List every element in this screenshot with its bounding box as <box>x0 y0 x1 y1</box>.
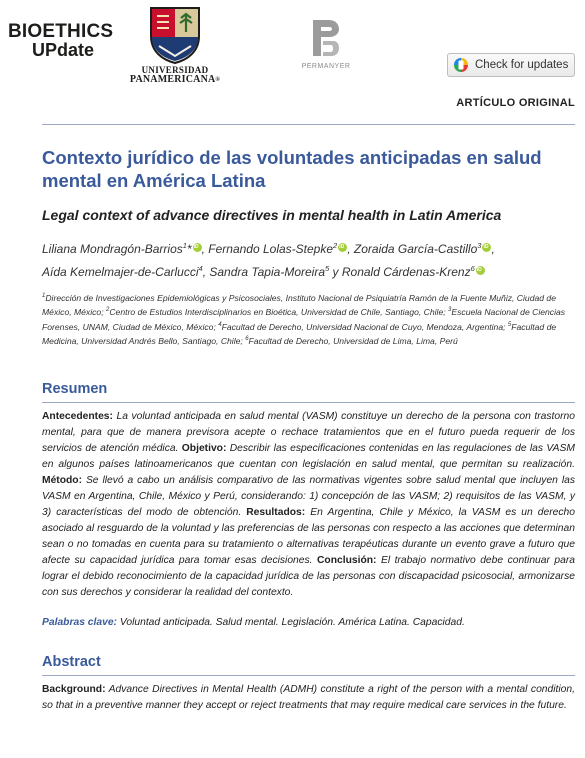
conclusion-label: Conclusión: <box>316 555 377 567</box>
author-affil-sup: 1 <box>182 241 187 250</box>
author-separator: , <box>347 242 351 256</box>
background-label: Background: <box>42 684 106 696</box>
shield-icon <box>149 6 201 64</box>
author-separator: , <box>202 265 207 279</box>
abstract-heading: Abstract <box>42 654 101 671</box>
article-body <box>42 146 575 714</box>
author-separator: , <box>491 242 495 256</box>
affiliation-sup: 2 <box>106 307 110 314</box>
affiliation-text: Dirección de Investigaciones Epidemiológicas y Psicosociales, Instituto Nacional de Psiquiatría Ramón de la Fuente Muñiz, Ciudad de México, México; <box>42 292 556 318</box>
universidad-panamericana-logo <box>128 6 222 85</box>
permanyer-logo <box>296 18 356 70</box>
resumen-divider <box>42 402 575 403</box>
author-conjunction: y <box>332 265 339 279</box>
author-separator: , <box>201 242 205 256</box>
check-for-updates-button[interactable] <box>447 53 575 77</box>
article-type-label: ARTÍCULO ORIGINAL <box>456 97 575 109</box>
universidad-line1: UNIVERSIDAD <box>141 65 209 75</box>
keywords-label: Palabras clave: <box>42 617 117 629</box>
permanyer-label: PERMANYER <box>301 63 351 70</box>
objetivo-text: Describir las especificaciones contenidas en las regulaciones de las VASM en algunos países latinoamericanos que cuentan con legislación en salud mental, que permitan su realización. <box>42 443 575 471</box>
abstract-paragraph <box>42 682 575 714</box>
bioethics-logo-line2: UPdate <box>32 40 95 60</box>
article-title: Contexto jurídico de las voluntades anticipadas en salud mental en América Latina <box>42 147 542 191</box>
resultados-text: En Argentina, Chile y México, la VASM es un derecho asociado al resguardo de la voluntad y las preferencias de las personas con respecto a las acciones que determinan sean o no tomadas en cuenta para su tratamiento o alternativas terapéuticas durante un evento grave a futuro que afecte su capacidad jurídica para tomar esas decisiones. <box>42 507 575 567</box>
resultados-label: Resultados: <box>246 507 306 519</box>
affiliation-text: Escuela Nacional de Ciencias Forenses, UNAM, Ciudad de México, México; <box>42 307 566 332</box>
affiliation-text: Facultad de Derecho, Universidad de Lima, Lima, Perú <box>248 335 458 346</box>
bioethics-logo-line1: BIOETHICS <box>8 21 114 42</box>
header-divider <box>42 124 575 125</box>
background-text: Advance Directives in Mental Health (ADMH) constitute a right of the person with a mental condition, so that in a preventive manner they accept or reject treatments that may require medical care services in the future. <box>42 684 575 712</box>
resumen-heading: Resumen <box>42 381 108 398</box>
author-affil-sup: 4 <box>198 264 203 273</box>
resumen-paragraph <box>42 409 575 601</box>
affiliation-sup: 6 <box>245 336 249 343</box>
affiliation-sup: 3 <box>448 307 452 314</box>
permanyer-mark-icon <box>311 18 341 58</box>
author-affil-sup: 2 <box>333 241 338 250</box>
author-affil-sup: 6 <box>470 264 475 273</box>
affiliation-sup: 4 <box>218 321 222 328</box>
affiliation-text: Facultad de Derecho, Universidad Nacional de Cuyo, Mendoza, Argentina; <box>221 321 508 332</box>
universidad-line2-text: PANAMERICANA <box>129 74 216 85</box>
affiliation-sup: 1 <box>42 293 46 299</box>
bioethics-update-logo <box>8 21 114 60</box>
check-for-updates-label: Check for updates <box>475 59 569 71</box>
conclusion-text: El trabajo normativo debe continuar para lograr el debido reconocimiento de la capacidad jurídica de las personas con discapacidad psicosocial, armonizarse con sus derechos y considerar la realidad del contexto. <box>42 555 575 599</box>
crossmark-icon <box>453 57 469 73</box>
author-name: Fernando Lolas-Stepke <box>208 242 334 256</box>
registered-mark: ® <box>215 77 221 83</box>
author-list <box>42 236 575 282</box>
antecedentes-label: Antecedentes: <box>42 411 113 423</box>
article-subtitle: Legal context of advance directives in mental health in Latin America <box>42 207 502 223</box>
author-name: Liliana Mondragón-Barrios <box>42 242 183 256</box>
objetivo-label: Objetivo: <box>181 443 227 455</box>
orcid-icon[interactable] <box>476 266 485 275</box>
author-affil-sup: 5 <box>325 264 330 273</box>
author-name: Sandra Tapia-Moreira <box>209 265 325 279</box>
affiliation-text: Facultad de Medicina, Universidad Andrés Bello, Santiago, Chile; <box>42 321 557 346</box>
universidad-line2 <box>128 75 222 85</box>
author-affil-sup: 3 <box>477 241 482 250</box>
author-name: Zoraida García-Castillo <box>353 242 478 256</box>
antecedentes-text: La voluntad anticipada en salud mental (VASM) constituye un derecho de la persona con trastorno mental, para que de manera previsora acepte o rechace tratamientos que en el futuro pueda requerir de los servicios de atención médica. <box>42 411 575 455</box>
metodo-text: Se llevó a cabo un análisis comparativo de las normativas vigentes sobre salud mental que incluyen las VASM en Argentina, Chile, México y Perú, considerando: 1) concepción de las VASM; 2) requisitos de las VASM, y 3) características del modo de obtención. <box>42 475 575 519</box>
keywords-text: Voluntad anticipada. Salud mental. Legislación. América Latina. Capacidad. <box>117 617 465 629</box>
affiliation-sup: 5 <box>507 321 512 328</box>
keywords <box>42 615 575 630</box>
journal-header <box>0 0 585 90</box>
affiliation-text: Centro de Estudios Interdisciplinarios en Bioética, Universidad de Chile, Santiago, Chile; <box>109 307 449 318</box>
orcid-icon[interactable] <box>338 243 347 252</box>
affiliations <box>42 290 575 347</box>
orcid-icon[interactable] <box>193 243 202 252</box>
corresponding-author-mark: * <box>186 242 192 256</box>
metodo-label: Método: <box>42 475 83 487</box>
author-name: Ronald Cárdenas-Krenz <box>341 265 471 279</box>
abstract-divider <box>42 675 575 676</box>
author-name: Aída Kemelmajer-de-Carlucci <box>42 265 199 279</box>
